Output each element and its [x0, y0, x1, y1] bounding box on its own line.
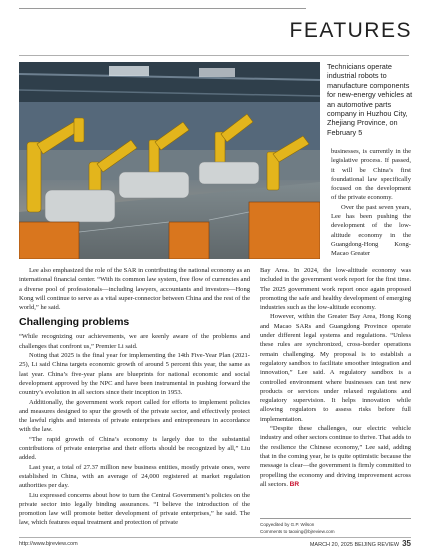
body-paragraph: Noting that 2025 is the final year for implementing the 14th Five-Year Plan (2021-25), Li said China targets economic growth of around 5 percent this year, the same as last year. China’s five-year plans are blueprints for national economic and social development approved by the NPC and have been instrumental in pushing forward the country’s evolution in all sectors since their inception in 1953.	[19, 352, 250, 397]
body-paragraph: “While recognizing our achievements, we are keenly aware of the problems and challenges that confront us,” Premier Li said.	[19, 333, 250, 350]
footer-url[interactable]: http://www.bjreview.com	[19, 541, 78, 547]
body-paragraph: However, within the Greater Bay Area, Hong Kong and Macao SARs and Guangdong Province operate under different legal systems and regulations. “Unless these rules are synchronized, cross-border operations remain challenging. My proposal is to establish a regulatory sandbox to facilitate smoother integration and innovation,” Lee said. A regulatory sandbox is a controlled environment where businesses can test new products or services under relaxed regulations and regulatory supervision. It helps innovation while allowing regulators to assess risks before full implementation.	[260, 313, 411, 423]
factory-robots-photo	[19, 62, 320, 259]
intro-paragraph: Lee also emphasized the role of the SAR in contributing the national economy as an international financial center. “With its common law system, free flow of currencies and a diverse pool of professionals—including lawyers, accountants and investors—Hong Kong will continue to serve as a vital super-connector between China and the rest of the world,” he said.	[19, 267, 250, 312]
issue-label: MARCH 20, 2025 BEIJING REVIEW	[309, 542, 400, 548]
left-column	[19, 266, 250, 528]
body-paragraph: Additionally, the government work report called for efforts to implement policies and measures designed to spur the growth of the private sector, and effectively protect the lawful rights and interests of private enterprises and entrepreneurs in accordance with the law.	[19, 398, 250, 434]
right-top-paragraph: businesses, is currently in the legislative process. If passed, it will be China’s first foundational law specifically focused on the development of the private economy.	[331, 148, 411, 202]
body-paragraph: “The rapid growth of China’s economy is largely due to the substantial contributions of private enterprise and their efforts should be recognized by all,” Liu added.	[19, 435, 250, 462]
right-top-paragraph: Over the past seven years, Lee has been pushing the development of the low-altitude economy in the Guangdong-Hong Kong-Macao Greater	[331, 203, 411, 258]
photo-caption: Technicians operate industrial robots to manufacture components for new-energy vehicles at an automotive parts company in Huzhou City, Zhejiang Province, on February 5	[327, 62, 413, 137]
page-number: 35	[402, 539, 411, 548]
br-end-tag: BR	[289, 480, 300, 488]
footer-rule	[19, 537, 411, 538]
body-paragraph	[260, 424, 411, 489]
right-top-column	[331, 147, 411, 259]
credits-box	[260, 518, 411, 535]
body-paragraph: Last year, a total of 27.37 million new business entities, mostly private ones, were established in China, with an average of 24,000 registered at market regulation authorities per day.	[19, 463, 250, 490]
footer-issue	[310, 539, 411, 548]
header-top-rule	[19, 8, 306, 9]
section-heading: Challenging problems	[19, 316, 130, 329]
section-title: FEATURES	[289, 19, 412, 42]
photo-illustration	[19, 62, 320, 259]
closing-text: “Despite these challenges, our electric vehicle industry and other sectors continue to thrive. That adds to the resilience the Chinese economy,” Lee said, adding that in the coming year, he is quite optimistic because the message is clear—the government is firmly committed to propelling the economy and driving improvement across all sectors.	[260, 425, 411, 488]
right-column	[260, 266, 411, 489]
header-bottom-rule	[19, 55, 409, 56]
body-paragraph: Liu expressed concerns about how to turn the Central Government’s policies on the private sector into legally binding assurances. “I believe the introduction of the promotion law will promote better development of private enterprises,” he said. The law, which features equal treatment and protection of private	[19, 491, 250, 527]
continuation-paragraph: Bay Area. In 2024, the low-altitude economy was included in the government work report for the first time. The 2025 government work report once again proposed promoting the safe and healthy development of emerging industries such as the low-altitude economy.	[260, 267, 411, 312]
copyedit-credit: Copyedited by G.P. Wilson	[260, 522, 315, 527]
comments-email[interactable]: Comments to taoxing@bjreview.com	[260, 528, 335, 534]
